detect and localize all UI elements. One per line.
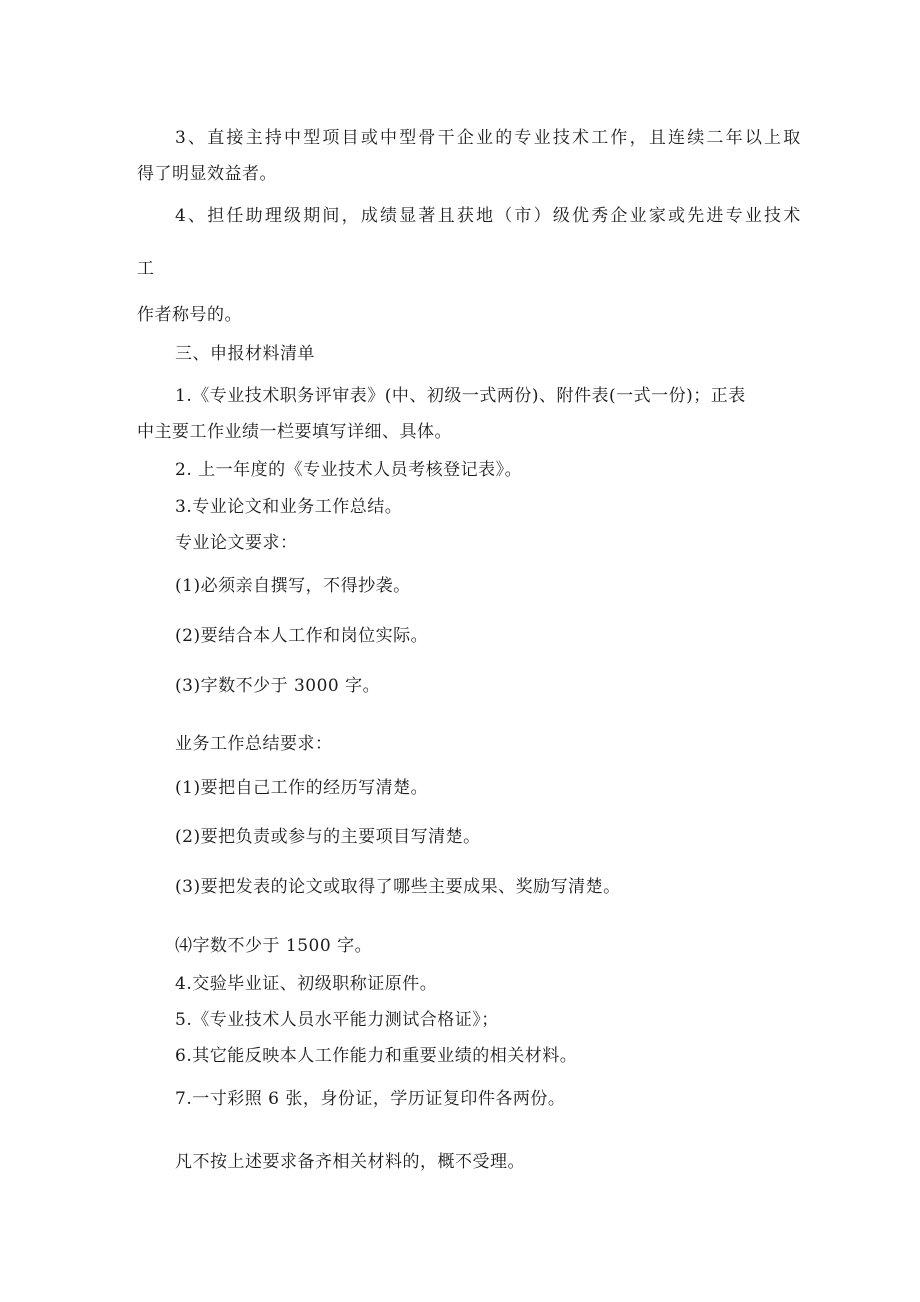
paragraph-line: 作者称号的。 [137, 305, 242, 325]
list-item: (3)要把发表的论文或取得了哪些主要成果、奖励写清楚。 [175, 877, 621, 897]
paragraph-line: 3、直接主持中型项目或中型骨干企业的专业技术工作，且连续二年以上取 [175, 128, 803, 148]
subheading: 业务工作总结要求： [175, 734, 333, 754]
list-item: ⑷字数不少于 1500 字。 [175, 936, 373, 956]
paragraph-line: 工 [137, 259, 155, 279]
section-heading: 三、申报材料清单 [175, 344, 315, 364]
list-item: (1)要把自己工作的经历写清楚。 [175, 778, 429, 798]
subheading: 专业论文要求： [175, 533, 298, 553]
list-item: (3)字数不少于 3000 字。 [175, 676, 381, 696]
list-item: (2)要把负责或参与的主要项目写清楚。 [175, 827, 481, 847]
list-item: 6.其它能反映本人工作能力和重要业绩的相关材料。 [175, 1046, 578, 1066]
list-item: 7.一寸彩照 6 张，身份证，学历证复印件各两份。 [175, 1089, 566, 1109]
paragraph-line: 中主要工作业绩一栏要填写详细、具体。 [137, 422, 452, 442]
list-item: 5.《专业技术人员水平能力测试合格证》； [175, 1010, 499, 1030]
list-item: (1)必须亲自撰写，不得抄袭。 [175, 576, 411, 596]
paragraph-line: 得了明显效益者。 [137, 164, 277, 184]
paragraph-line: 4、担任助理级期间，成绩显著且获地（市）级优秀企业家或先进专业技术 [175, 206, 803, 226]
closing-note: 凡不按上述要求备齐相关材料的，概不受理。 [175, 1152, 525, 1172]
list-item: (2)要结合本人工作和岗位实际。 [175, 626, 429, 646]
list-item: 1.《专业技术职务评审表》(中、初级一式两份)、附件表(一式一份)；正表 [175, 386, 746, 406]
list-item: 4.交验毕业证、初级职称证原件。 [175, 974, 438, 994]
list-item: 3.专业论文和业务工作总结。 [175, 497, 403, 517]
list-item: 2. 上一年度的《专业技术人员考核登记表》。 [175, 460, 523, 480]
